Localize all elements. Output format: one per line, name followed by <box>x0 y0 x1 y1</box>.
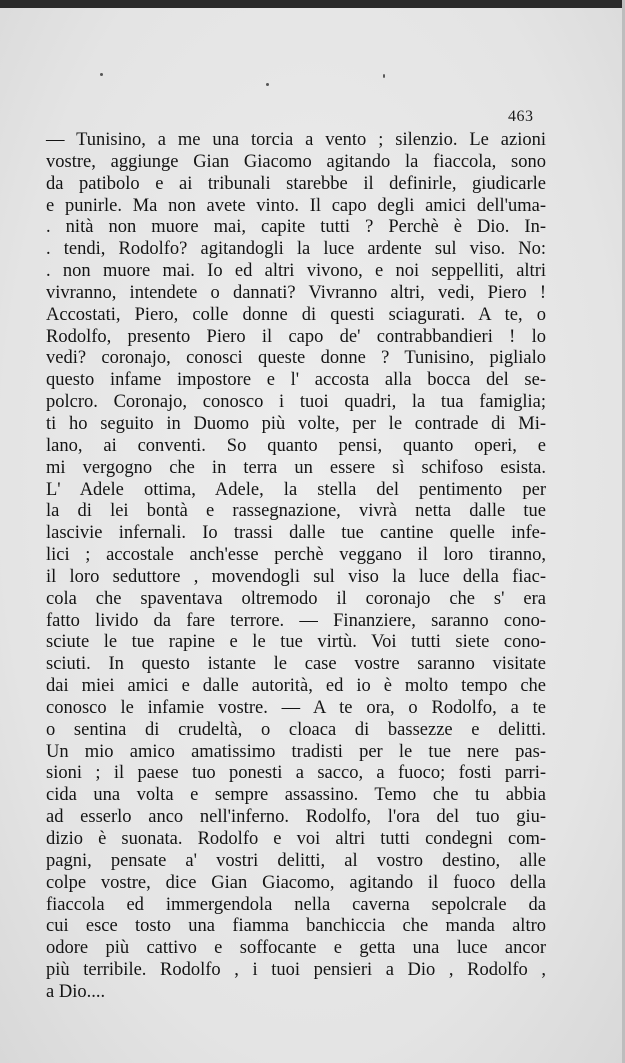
text-line: da patibolo e ai tribunali starebbe il definirle, giudicarle <box>46 173 546 194</box>
text-line: sioni ; il paese tuo ponesti a sacco, a fuoco; fosti parri- <box>46 763 546 784</box>
text-line: la di lei bontà e rassegnazione, vivrà netta dalle tue <box>46 501 546 522</box>
page-top-edge <box>0 0 625 8</box>
text-line: e punirle. Ma non avete vinto. Il capo degli amici dell'uma- <box>46 195 546 216</box>
text-line: colpe vostre, dice Gian Giacomo, agitando il fuoco della <box>46 872 546 893</box>
text-line: conosco le infamie vostre. — A te ora, o Rodolfo, a te <box>46 697 546 718</box>
text-line: — Tunisino, a me una torcia a vento ; silenzio. Le azioni <box>46 130 546 150</box>
text-line: vostre, aggiunge Gian Giacomo agitando la fiaccola, sono <box>46 151 546 172</box>
page-number: 463 <box>508 108 534 125</box>
ink-speck <box>100 73 103 76</box>
text-line: polcro. Coronajo, conosco i tuoi quadri, la tua famiglia; <box>46 392 546 413</box>
text-line: . tendi, Rodolfo? agitandogli la luce ardente sul viso. No: <box>46 239 546 260</box>
text-line: cui esce tosto una fiamma banchiccia che manda altro <box>46 916 546 937</box>
text-line: Rodolfo, presento Piero il capo de' contrabbandieri ! lo <box>46 326 546 347</box>
text-line: sciuti. In questo istante le case vostre saranno visitate <box>46 654 546 675</box>
text-line: il loro seduttore , movendogli sul viso la luce della fiac- <box>46 566 546 587</box>
text-line: fatto livido da fare terrore. — Finanziere, saranno cono- <box>46 610 546 631</box>
text-line: cida una volta e sempre assassino. Temo che tu abbia <box>46 785 546 806</box>
text-line: lici ; accostale anch'esse perchè veggano il loro tiranno, <box>46 545 546 566</box>
body-text <box>46 130 546 1004</box>
text-line: a Dio.... <box>46 981 106 1002</box>
text-line: lascivie infernali. Io trassi dalle tue cantine quelle infe- <box>46 523 546 544</box>
text-line: vivranno, intendete o dannati? Vivranno altri, vedi, Piero ! <box>46 282 546 303</box>
text-line: lano, ai conventi. So quanto pensi, quanto operi, e <box>46 435 546 456</box>
text-line: vedi? coronajo, conosci queste donne ? Tunisino, piglialo <box>46 348 546 369</box>
text-line: odore più cattivo e soffocante e getta una luce ancor <box>46 938 546 959</box>
text-line: sciute le tue rapine e le tue virtù. Voi tutti siete cono- <box>46 632 546 653</box>
text-line: Accostati, Piero, colle donne di questi sciagurati. A te, o <box>46 304 546 325</box>
text-line: pagni, pensate a' vostri delitti, al vostro destino, alle <box>46 850 546 871</box>
text-line: mi vergogno che in terra un essere sì schifoso esista. <box>46 457 546 478</box>
ink-speck <box>383 74 385 78</box>
ink-speck <box>266 83 269 86</box>
text-line: Un mio amico amatissimo tradisti per le tue nere pas- <box>46 741 546 762</box>
text-line: più terribile. Rodolfo , i tuoi pensieri a Dio , Rodolfo , <box>46 960 546 981</box>
text-line: cola che spaventava oltremodo il coronajo che s' era <box>46 588 546 609</box>
text-line: L' Adele ottima, Adele, la stella del pentimento per <box>46 479 546 500</box>
text-line: ti ho seguito in Duomo più volte, per le contrade di Mi- <box>46 413 546 434</box>
text-line: ad esserlo anco nell'inferno. Rodolfo, l'ora del tuo giu- <box>46 807 546 828</box>
text-line: questo infame impostore e l' accosta alla bocca del se- <box>46 370 546 391</box>
text-line: dizio è suonata. Rodolfo e voi altri tutti condegni com- <box>46 829 546 849</box>
text-line: fiaccola ed immergendola nella caverna sepolcrale da <box>46 894 546 915</box>
text-line: dai miei amici e dalle autorità, ed io è molto tempo che <box>46 676 546 697</box>
text-line: . nità non muore mai, capite tutti ? Perchè è Dio. In- <box>46 217 546 238</box>
text-line: o sentina di crudeltà, o cloaca di bassezze e delitti. <box>46 719 546 740</box>
text-line: . non muore mai. Io ed altri vivono, e noi seppelliti, altri <box>46 261 546 282</box>
